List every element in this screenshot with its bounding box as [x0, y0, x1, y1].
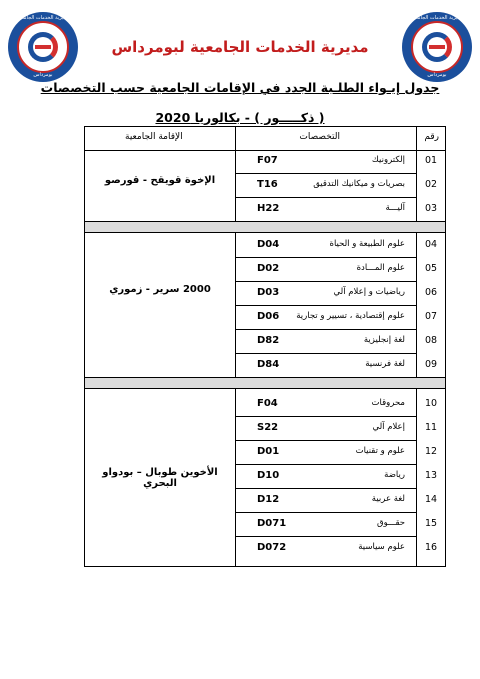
row-code: D12: [257, 494, 280, 505]
table-row: [235, 150, 445, 173]
table-row: [235, 174, 445, 197]
header-title: مديرية الخدمات الجامعية لبومرداس: [111, 38, 369, 56]
table-row: [235, 441, 445, 464]
row-specialty: آليـــة: [385, 203, 405, 213]
table-row: [235, 306, 445, 329]
table-row: [235, 234, 445, 257]
row-number: 15: [424, 518, 438, 529]
logo-right: [402, 12, 472, 82]
row-number: 06: [424, 287, 438, 298]
row-number: 10: [424, 398, 438, 409]
row-specialty: علوم و تقنيات: [355, 446, 405, 456]
table-row: [235, 282, 445, 305]
row-number: 05: [424, 263, 438, 274]
row-number: 02: [424, 179, 438, 190]
residence-name: الأخوين طوبال – بودواو البحري: [102, 467, 218, 489]
logo-left: [8, 12, 78, 82]
residence-name: 2000 سرير - زموري: [109, 284, 211, 295]
row-specialty: حقـــوق: [376, 518, 405, 528]
row-number: 03: [424, 203, 438, 214]
row-code: D01: [257, 446, 280, 457]
logo-text: مديرية الخدمات الجامعية: [17, 15, 69, 21]
row-code: D06: [257, 311, 280, 322]
group-separator: [85, 221, 445, 233]
row-specialty: رياضة: [384, 470, 405, 480]
logo-subtext: بومرداس: [33, 72, 53, 78]
row-number: 16: [424, 542, 438, 553]
row-specialty: لغة فرنسية: [365, 359, 405, 369]
table-row: [235, 354, 445, 377]
row-code: D04: [257, 239, 280, 250]
row-code: D071: [257, 518, 287, 529]
category-label: ( ذكـــــور ) - بكالوريا 2020: [155, 110, 325, 125]
group-separator: [85, 377, 445, 389]
row-specialty: رياضيات و إعلام آلي: [333, 287, 405, 297]
row-code: D10: [257, 470, 280, 481]
row-specialty: لغة إنجليزية: [363, 335, 405, 345]
row-number: 01: [424, 155, 438, 166]
row-specialty: لغة عربية: [371, 494, 405, 504]
column-header-residence: الإقامة الجامعية: [125, 132, 183, 142]
row-specialty: بصريات و ميكانيك التدقيق: [313, 179, 405, 189]
row-code: D03: [257, 287, 280, 298]
row-specialty: علوم سياسية: [358, 542, 405, 552]
logo-text: مديرية الخدمات الجامعية: [411, 15, 463, 21]
row-code: H22: [257, 203, 280, 214]
column-header-number: رقم: [424, 132, 439, 142]
row-number: 13: [424, 470, 438, 481]
table-row: [235, 330, 445, 353]
row-specialty: علوم الطبيعة و الحياة: [329, 239, 405, 249]
table-row: [235, 537, 445, 560]
row-specialty: محروقات: [371, 398, 405, 408]
table-row: [235, 198, 445, 221]
residence-name: الإخوة قويقح - قورصو: [104, 175, 216, 186]
row-specialty: علوم المـــادة: [356, 263, 405, 273]
row-code: T16: [257, 179, 278, 190]
row-code: S22: [257, 422, 279, 433]
column-header-specialty: التخصصات: [299, 132, 340, 142]
table-row: [235, 513, 445, 536]
row-code: F07: [257, 155, 278, 166]
row-specialty: علوم إقتصادية ، تسيير و تجارية: [296, 311, 405, 321]
row-number: 09: [424, 359, 438, 370]
logo-bar: [429, 45, 445, 49]
table-header: [85, 127, 445, 151]
logo-subtext: بومرداس: [427, 72, 447, 78]
table-row: [235, 393, 445, 416]
table-row: [235, 465, 445, 488]
row-number: 12: [424, 446, 438, 457]
row-number: 04: [424, 239, 438, 250]
housing-table: [84, 126, 446, 567]
table-row: [235, 489, 445, 512]
logo-bar: [35, 45, 51, 49]
table-row: [235, 258, 445, 281]
row-specialty: إلكترونيك: [371, 155, 405, 165]
table-row: [235, 417, 445, 440]
row-code: D072: [257, 542, 287, 553]
row-number: 11: [424, 422, 438, 433]
row-code: D84: [257, 359, 280, 370]
row-specialty: إعلام آلي: [372, 422, 405, 432]
row-number: 14: [424, 494, 438, 505]
row-code: F04: [257, 398, 278, 409]
row-code: D82: [257, 335, 280, 346]
row-code: D02: [257, 263, 280, 274]
row-number: 08: [424, 335, 438, 346]
row-number: 07: [424, 311, 438, 322]
document-subtitle: جدول إيـواء الطلـبة الجدد في الإقامات الجامعية حسب التخصصات: [40, 80, 440, 95]
